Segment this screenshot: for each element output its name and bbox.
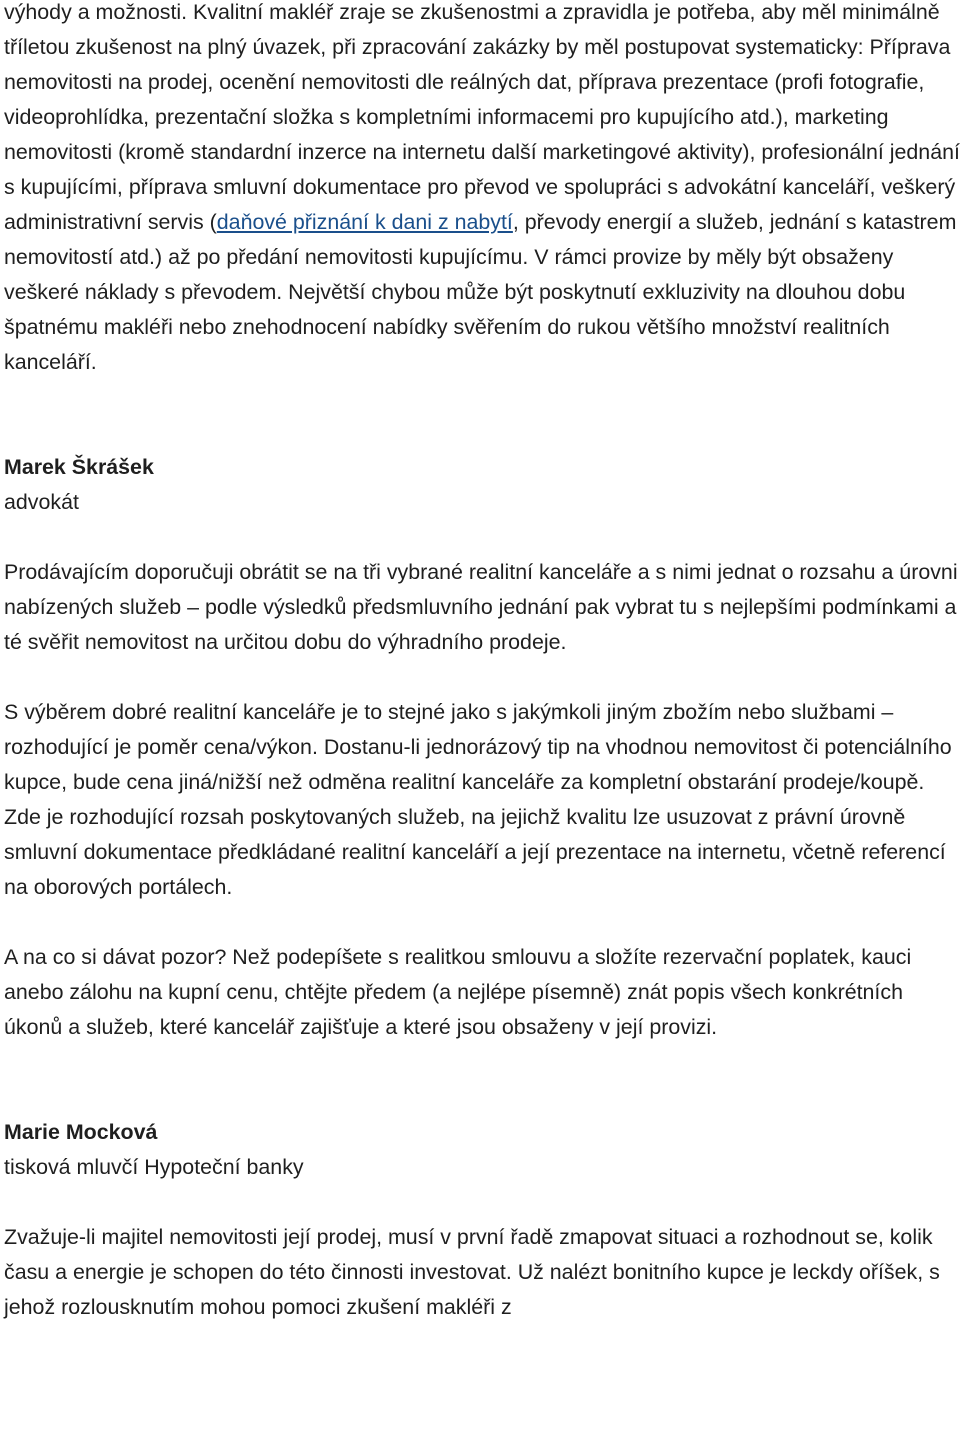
paragraph-spacer (4, 520, 960, 555)
author-name-skrasek: Marek Škrášek (4, 455, 154, 479)
paragraph-skrasek-2: S výběrem dobré realitní kanceláře je to stejné jako s jakýmkoli jiným zbožím nebo službami – rozhodující je poměr cena/výkon. Dostanu-li jednorázový tip na vhodnou nemovitost či potenciálního kupce, bude cena jiná/nižší než odměna realitní kanceláře za kompletní obstarání prodeje/koupě. Zde je rozhodující rozsah poskytovaných služeb, na jejichž kvalitu lze usuzovat z právní úrovně smluvní dokumentace předkládané realitní kanceláří a její prezentace na internetu, včetně referencí na oborových portálech. (4, 700, 952, 899)
intro-text-part1: výhody a možnosti. Kvalitní makléř zraje se zkušenostmi a zpravidla je potřeba, aby měl minimálně tříletou zkušenost na plný úvazek, při zpracování zakázky by měl postupovat systematicky: Příprava nemovitosti na prodej, ocenění nemovitosti dle reálných dat, příprava prezentace (profi fotografie, videoprohlídka, prezentační složka s kompletními informacemi pro kupujícího atd.), marketing nemovitosti (kromě standardní inzerce na internetu další marketingové aktivity), profesionální jednání s kupujícími, příprava smluvní dokumentace pro převod ve spolupráci s advokátní kanceláří, veškerý administrativní servis ( (4, 0, 960, 234)
paragraph-spacer (4, 660, 960, 695)
paragraph-skrasek-1: Prodávajícím doporučuji obrátit se na tři vybrané realitní kanceláře a s nimi jednat o rozsahu a úrovni nabízených služeb – podle výsledků předsmluvního jednání pak vybrat tu s nejlepšími podmínkami a té svěřit nemovitost na určitou dobu do výhradního prodeje. (4, 560, 958, 654)
intro-text-part2: , převody energií a služeb, jednání s katastrem nemovitostí atd.) až po předání nemovitosti kupujícímu. V rámci provize by měly být obsaženy veškeré náklady s převodem. Největší chybou může být poskytnutí exkluzivity na dlouhou dobu špatnému makléři nebo znehodnocení nabídky svěřením do rukou většího množství realitních kanceláří. (4, 210, 957, 374)
intro-paragraph (4, 0, 960, 380)
document-page (4, 0, 960, 1325)
section-spacer (4, 1045, 960, 1115)
author-role-mockova: tisková mluvčí Hypoteční banky (4, 1155, 304, 1179)
author-role-skrasek: advokát (4, 490, 79, 514)
tax-return-link[interactable]: daňové přiznání k dani z nabytí (216, 210, 513, 234)
paragraph-spacer (4, 1185, 960, 1220)
paragraph-spacer (4, 905, 960, 940)
paragraph-skrasek-3: A na co si dávat pozor? Než podepíšete s realitkou smlouvu a složíte rezervační poplatek, kauci anebo zálohu na kupní cenu, chtějte předem (a nejlépe písemně) znát popis všech konkrétních úkonů a služeb, které kancelář zajišťuje a které jsou obsaženy v její provizi. (4, 945, 912, 1039)
paragraph-mockova-1: Zvažuje-li majitel nemovitosti její prodej, musí v první řadě zmapovat situaci a rozhodnout se, kolik času a energie je schopen do této činnosti investovat. Už nalézt bonitního kupce je leckdy oříšek, s jehož rozlousknutím mohou pomoci zkušení makléři z (4, 1225, 940, 1319)
section-spacer (4, 380, 960, 450)
author-name-mockova: Marie Mocková (4, 1120, 158, 1144)
